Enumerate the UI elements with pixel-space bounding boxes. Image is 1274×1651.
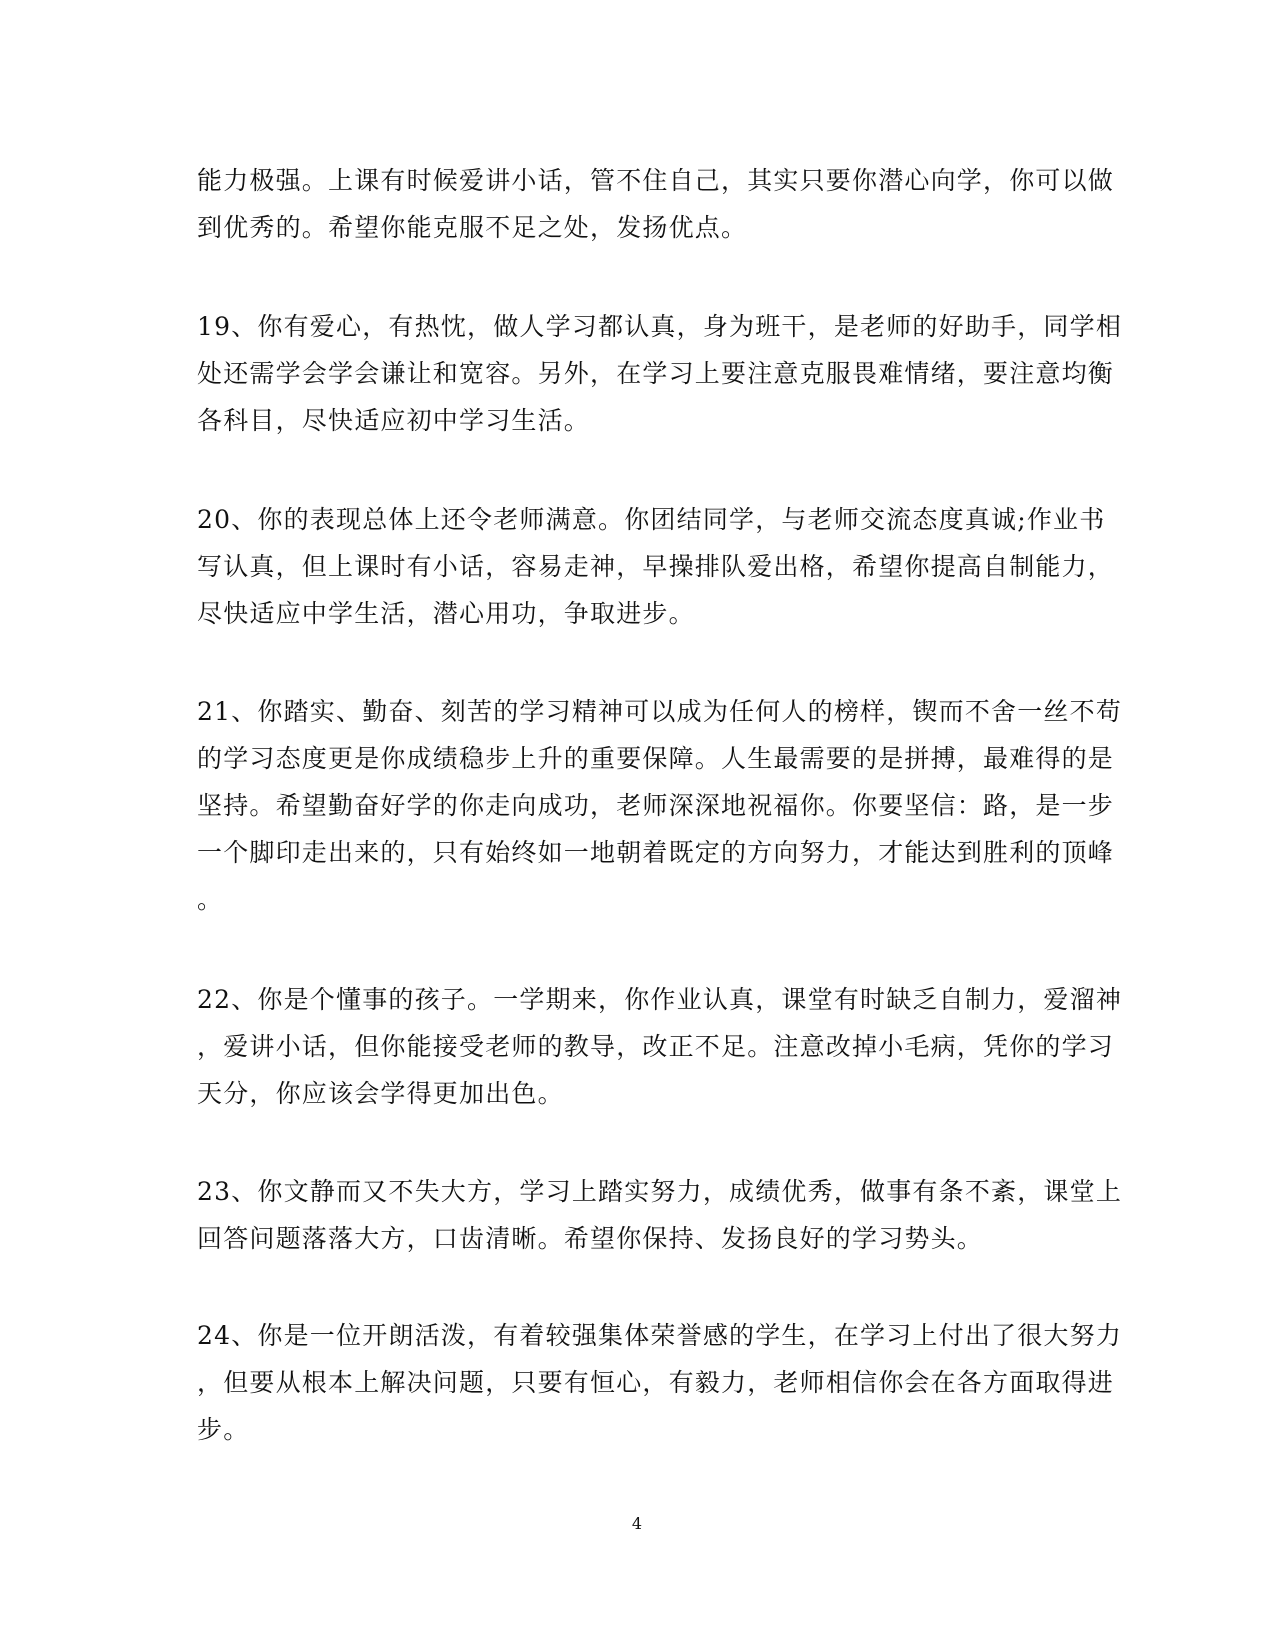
text-line: 20、你的表现总体上还令老师满意。你团结同学，与老师交流态度真诚;作业书 <box>197 505 1106 534</box>
text-line: 能力极强。上课有时候爱讲小话，管不住自己，其实只要你潜心向学，你可以做 <box>197 166 1115 195</box>
text-line: 24、你是一位开朗活泼，有着较强集体荣誉感的学生，在学习上付出了很大努力 <box>197 1321 1123 1350</box>
text-line: 步。 <box>197 1415 250 1444</box>
text-line: 的学习态度更是你成绩稳步上升的重要保障。人生最需要的是拼搏，最难得的是 <box>197 744 1115 773</box>
text-line: 一个脚印走出来的，只有始终如一地朝着既定的方向努力，才能达到胜利的顶峰 <box>197 838 1115 867</box>
text-line: ，但要从根本上解决问题，只要有恒心，有毅力，老师相信你会在各方面取得进 <box>197 1368 1115 1397</box>
page-number: 4 <box>631 1514 643 1533</box>
text-line: 22、你是个懂事的孩子。一学期来，你作业认真，课堂有时缺乏自制力，爱溜神 <box>197 985 1123 1014</box>
text-line: 各科目，尽快适应初中学习生活。 <box>197 406 591 435</box>
text-line: 坚持。希望勤奋好学的你走向成功，老师深深地祝福你。你要坚信：路，是一步 <box>197 791 1115 820</box>
paragraph-23 <box>197 1168 1123 1262</box>
text-line: ，爱讲小话，但你能接受老师的教导，改正不足。注意改掉小毛病，凭你的学习 <box>197 1032 1115 1061</box>
paragraph-22 <box>197 976 1123 1117</box>
text-line: 21、你踏实、勤奋、刻苦的学习精神可以成为任何人的榜样，锲而不舍一丝不苟 <box>197 697 1123 726</box>
paragraph-21 <box>197 688 1123 923</box>
paragraph-19 <box>197 303 1123 444</box>
paragraph <box>197 157 1115 251</box>
text-line: 到优秀的。希望你能克服不足之处，发扬优点。 <box>197 213 748 242</box>
paragraph-24 <box>197 1312 1123 1453</box>
text-line: 。 <box>197 885 224 914</box>
text-line: 回答问题落落大方，口齿清晰。希望你保持、发扬良好的学习势头。 <box>197 1224 984 1253</box>
text-line: 尽快适应中学生活，潜心用功，争取进步。 <box>197 599 695 628</box>
paragraph-20 <box>197 496 1115 637</box>
text-line: 天分，你应该会学得更加出色。 <box>197 1079 564 1108</box>
text-line: 处还需学会学会谦让和宽容。另外，在学习上要注意克服畏难情绪，要注意均衡 <box>197 359 1115 388</box>
text-line: 23、你文静而又不失大方，学习上踏实努力，成绩优秀，做事有条不紊，课堂上 <box>197 1177 1123 1206</box>
text-line: 19、你有爱心，有热忱，做人学习都认真，身为班干，是老师的好助手，同学相 <box>197 312 1123 341</box>
text-line: 写认真，但上课时有小话，容易走神，早操排队爱出格，希望你提高自制能力， <box>197 552 1115 581</box>
